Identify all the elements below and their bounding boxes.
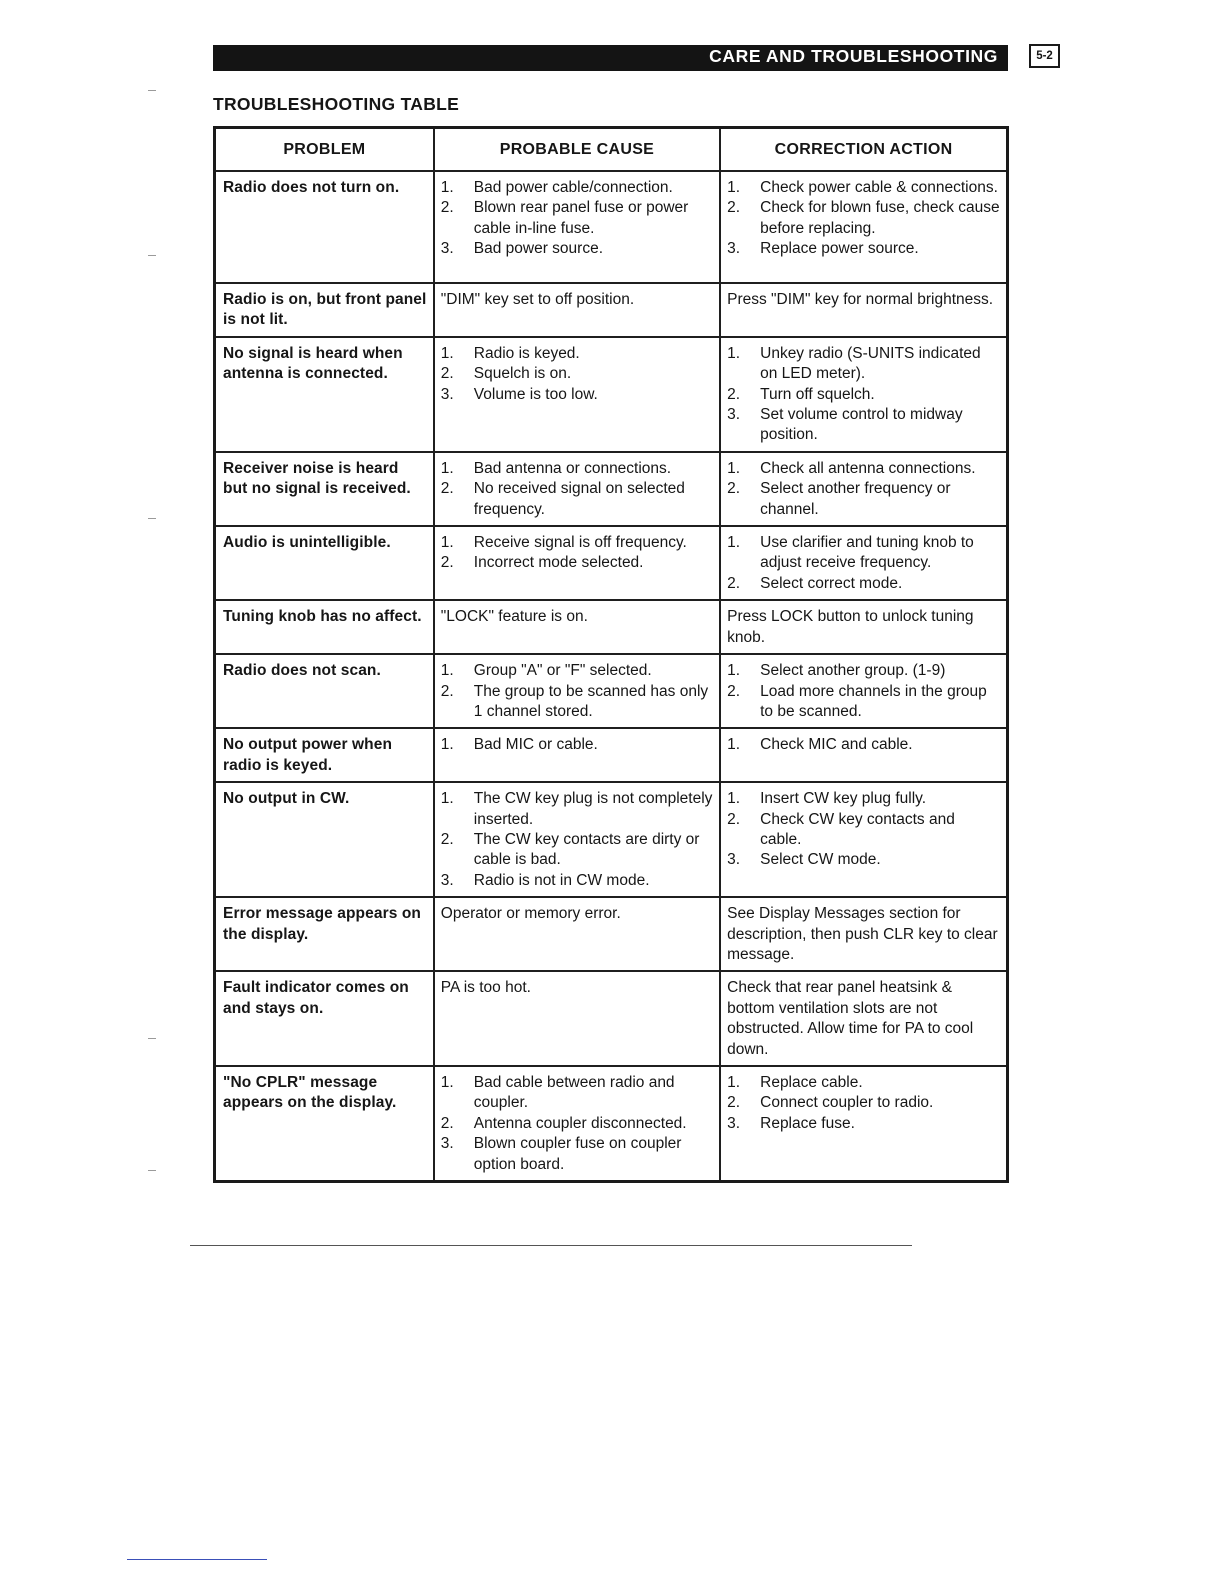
list-item-number: 1. <box>440 1074 454 1091</box>
list-item-text: Use clarifier and tuning knob to adjust receive frequency. <box>760 534 974 572</box>
list-item-number: 1. <box>727 179 741 196</box>
list-item-number: 1. <box>727 344 741 362</box>
list-item-text: The group to be scanned has only 1 channel stored. <box>473 682 709 720</box>
cause-cell <box>434 728 720 782</box>
cause-cell <box>434 171 720 283</box>
list-item <box>727 574 1000 594</box>
list-item-text: Set volume control to midway position. <box>760 406 963 444</box>
list-item <box>441 239 713 259</box>
list-item <box>441 198 713 239</box>
list-item-number: 2. <box>727 1094 741 1112</box>
problem-cell: No output power when radio is keyed. <box>215 728 434 782</box>
list-item-number: 1. <box>727 790 741 808</box>
list-item-text: Turn off squelch. <box>760 385 875 403</box>
cause-list <box>441 789 713 891</box>
action-cell <box>720 782 1007 897</box>
table-row <box>215 526 1008 600</box>
list-item <box>441 735 713 755</box>
list-item-text: Incorrect mode selected. <box>473 554 644 572</box>
list-item-number: 2. <box>440 480 454 498</box>
header-title: CARE AND TROUBLESHOOTING <box>709 46 998 66</box>
column-header-action: CORRECTION ACTION <box>720 128 1007 172</box>
action-text: Press LOCK button to unlock tuning knob. <box>727 608 974 646</box>
problem-cell: Radio does not turn on. <box>215 171 434 283</box>
list-item-text: Radio is not in CW mode. <box>473 871 650 889</box>
cause-text: PA is too hot. <box>440 979 531 997</box>
list-item-text: Select CW mode. <box>760 851 881 869</box>
list-item-number: 1. <box>440 179 454 196</box>
list-item-number: 2. <box>727 199 741 217</box>
problem-cell: Radio does not scan. <box>215 654 434 728</box>
list-item-number: 2. <box>727 574 741 592</box>
list-item-text: Load more channels in the group to be scanned. <box>760 682 987 720</box>
table-row <box>215 337 1008 452</box>
list-item-number: 3. <box>440 1135 454 1153</box>
list-item-number: 2. <box>440 1114 454 1132</box>
list-item-text: Blown rear panel fuse or power cable in-line fuse. <box>473 199 689 237</box>
list-item-number: 2. <box>727 385 741 403</box>
cause-list <box>441 735 713 755</box>
list-item <box>727 198 1000 239</box>
cause-text: "LOCK" feature is on. <box>440 608 588 626</box>
list-item-text: Bad power cable/connection. <box>473 179 673 196</box>
list-item-number: 3. <box>727 406 741 424</box>
cause-cell <box>434 337 720 452</box>
action-cell <box>720 1066 1007 1182</box>
list-item <box>441 661 713 681</box>
list-item <box>441 830 713 871</box>
list-item-number: 2. <box>440 830 454 848</box>
list-item <box>727 239 1000 259</box>
list-item <box>727 405 1000 446</box>
list-item <box>441 178 713 198</box>
cause-cell <box>434 452 720 526</box>
cause-cell <box>434 600 720 654</box>
margin-mark <box>148 255 156 256</box>
margin-mark <box>148 518 156 519</box>
list-item-number: 1. <box>727 1074 741 1091</box>
list-item-number: 1. <box>440 790 454 808</box>
cause-cell <box>434 782 720 897</box>
action-cell <box>720 654 1007 728</box>
list-item-number: 1. <box>727 534 741 552</box>
list-item <box>727 533 1000 574</box>
list-item <box>441 1134 713 1175</box>
problem-cell: Audio is unintelligible. <box>215 526 434 600</box>
list-item <box>727 810 1000 851</box>
list-item <box>727 178 1000 198</box>
cause-list <box>441 661 713 722</box>
list-item-number: 3. <box>440 871 454 889</box>
troubleshooting-table <box>213 126 1009 1183</box>
table-row <box>215 283 1008 337</box>
cause-cell <box>434 897 720 971</box>
problem-cell: Fault indicator comes on and stays on. <box>215 971 434 1066</box>
problem-cell: No output in CW. <box>215 782 434 897</box>
list-item-text: Replace fuse. <box>760 1114 855 1132</box>
cause-list <box>441 344 713 405</box>
list-item-text: Check CW key contacts and cable. <box>760 810 955 848</box>
problem-cell: No signal is heard when antenna is connected. <box>215 337 434 452</box>
table-row <box>215 971 1008 1066</box>
list-item <box>441 682 713 723</box>
list-item-text: Check power cable & connections. <box>760 179 998 196</box>
list-item-number: 1. <box>440 662 454 680</box>
cause-cell <box>434 1066 720 1182</box>
cause-list <box>441 533 713 574</box>
action-list <box>727 178 1000 260</box>
problem-cell: "No CPLR" message appears on the display. <box>215 1066 434 1182</box>
action-list <box>727 661 1000 722</box>
list-item-number: 2. <box>440 554 454 572</box>
list-item-number: 2. <box>727 682 741 700</box>
action-list <box>727 344 1000 446</box>
action-cell <box>720 897 1007 971</box>
list-item-text: Replace power source. <box>760 240 919 258</box>
list-item-text: Connect coupler to radio. <box>760 1094 934 1112</box>
footer-divider <box>190 1245 912 1246</box>
list-item <box>441 533 713 553</box>
list-item <box>441 1073 713 1114</box>
list-item-text: Select correct mode. <box>760 574 903 592</box>
table-body <box>215 171 1008 1182</box>
action-cell <box>720 526 1007 600</box>
list-item-number: 3. <box>440 240 454 258</box>
table-row <box>215 171 1008 283</box>
list-item-text: Receive signal is off frequency. <box>473 534 687 552</box>
list-item <box>727 459 1000 479</box>
list-item-number: 2. <box>440 682 454 700</box>
list-item <box>727 661 1000 681</box>
action-cell <box>720 728 1007 782</box>
cause-cell <box>434 283 720 337</box>
action-list <box>727 789 1000 871</box>
list-item-number: 3. <box>727 240 741 258</box>
table-row <box>215 782 1008 897</box>
list-item-text: Bad cable between radio and coupler. <box>473 1074 675 1112</box>
header-bar <box>213 45 1008 71</box>
list-item-number: 1. <box>727 662 741 680</box>
cause-list <box>441 1073 713 1175</box>
action-text: Press "DIM" key for normal brightness. <box>727 291 994 308</box>
list-item <box>727 850 1000 870</box>
table-row <box>215 452 1008 526</box>
list-item <box>441 789 713 830</box>
list-item-number: 1. <box>727 459 741 477</box>
list-item <box>727 1114 1000 1134</box>
column-header-problem: PROBLEM <box>215 128 434 172</box>
margin-mark <box>148 90 156 91</box>
list-item-text: Radio is keyed. <box>473 344 580 362</box>
list-item-number: 1. <box>440 459 454 477</box>
cause-list <box>441 178 713 260</box>
table-row <box>215 1066 1008 1182</box>
list-item-text: Squelch is on. <box>473 365 572 383</box>
action-cell <box>720 971 1007 1066</box>
list-item-text: Check all antenna connections. <box>760 459 976 477</box>
problem-cell: Receiver noise is heard but no signal is received. <box>215 452 434 526</box>
list-item <box>441 385 713 405</box>
list-item-text: Bad antenna or connections. <box>473 459 672 477</box>
list-item <box>727 735 1000 755</box>
list-item <box>727 385 1000 405</box>
table-row <box>215 654 1008 728</box>
cause-text: Operator or memory error. <box>440 905 621 923</box>
list-item <box>727 344 1000 385</box>
cause-cell <box>434 654 720 728</box>
cause-cell <box>434 971 720 1066</box>
list-item-text: Bad power source. <box>473 240 604 258</box>
action-list <box>727 1073 1000 1134</box>
list-item-text: Check for blown fuse, check cause before replacing. <box>760 199 1000 237</box>
list-item-text: Blown coupler fuse on coupler option board. <box>473 1135 682 1173</box>
list-item <box>727 789 1000 809</box>
problem-cell: Error message appears on the display. <box>215 897 434 971</box>
cause-cell <box>434 526 720 600</box>
list-item-text: No received signal on selected frequency. <box>473 480 685 518</box>
problem-cell: Tuning knob has no affect. <box>215 600 434 654</box>
problem-cell: Radio is on, but front panel is not lit. <box>215 283 434 337</box>
table-header-row <box>215 128 1008 172</box>
action-list <box>727 735 1000 755</box>
list-item <box>441 479 713 520</box>
action-cell <box>720 452 1007 526</box>
list-item <box>441 344 713 364</box>
list-item-text: Insert CW key plug fully. <box>760 790 927 808</box>
list-item <box>441 871 713 891</box>
list-item <box>441 553 713 573</box>
bottom-rule <box>127 1559 267 1560</box>
list-item-text: Group "A" or "F" selected. <box>473 662 652 680</box>
list-item-number: 3. <box>727 851 741 869</box>
list-item-number: 1. <box>440 344 454 362</box>
list-item-number: 1. <box>727 736 741 754</box>
list-item <box>727 682 1000 723</box>
list-item-number: 2. <box>440 199 454 217</box>
action-text: Check that rear panel heatsink & bottom ventilation slots are not obstructed. Allow time for PA to cool down. <box>727 979 974 1058</box>
table-row <box>215 728 1008 782</box>
list-item-number: 2. <box>727 810 741 828</box>
list-item <box>727 1073 1000 1093</box>
table-row <box>215 897 1008 971</box>
list-item-text: Check MIC and cable. <box>760 736 913 754</box>
list-item-number: 1. <box>440 534 454 552</box>
list-item-text: Antenna coupler disconnected. <box>473 1114 687 1132</box>
cause-list <box>441 459 713 520</box>
list-item-text: Volume is too low. <box>473 385 598 403</box>
list-item <box>441 1114 713 1134</box>
list-item-text: The CW key contacts are dirty or cable is bad. <box>473 830 700 869</box>
action-list <box>727 533 1000 594</box>
column-header-cause: PROBABLE CAUSE <box>434 128 720 172</box>
list-item <box>441 364 713 384</box>
list-item-number: 2. <box>727 480 741 498</box>
page-number: 5-2 <box>1029 44 1060 68</box>
list-item <box>727 1093 1000 1113</box>
list-item-number: 1. <box>440 736 454 754</box>
margin-mark <box>148 1170 156 1171</box>
list-item-text: Unkey radio (S-UNITS indicated on LED meter). <box>760 344 981 383</box>
action-cell <box>720 171 1007 283</box>
list-item-number: 3. <box>440 385 454 403</box>
action-text: See Display Messages section for description, then push CLR key to clear message. <box>727 905 998 963</box>
list-item-text: The CW key plug is not completely inserted. <box>473 790 713 828</box>
action-list <box>727 459 1000 520</box>
action-cell <box>720 337 1007 452</box>
action-cell <box>720 600 1007 654</box>
list-item-text: Replace cable. <box>760 1074 863 1091</box>
table-row <box>215 600 1008 654</box>
action-cell <box>720 283 1007 337</box>
list-item <box>441 459 713 479</box>
margin-mark <box>148 1038 156 1039</box>
section-title: TROUBLESHOOTING TABLE <box>213 94 460 114</box>
list-item <box>727 479 1000 520</box>
list-item-number: 3. <box>727 1114 741 1132</box>
list-item-text: Select another group. (1-9) <box>760 662 946 680</box>
cause-text: "DIM" key set to off position. <box>440 291 635 308</box>
list-item-text: Bad MIC or cable. <box>473 736 598 754</box>
list-item-number: 2. <box>440 365 454 383</box>
list-item-text: Select another frequency or channel. <box>760 480 951 518</box>
